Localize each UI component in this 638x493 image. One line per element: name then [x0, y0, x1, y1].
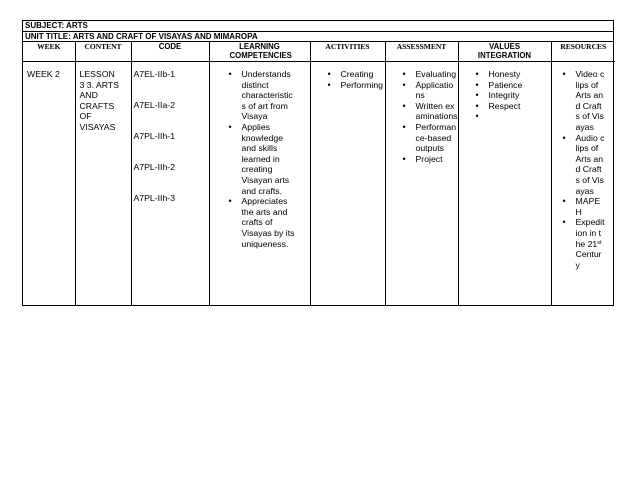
- code-item: A7PL-IIh-3: [133, 192, 176, 203]
- week-value: WEEK 2: [27, 69, 60, 79]
- col-header-content: CONTENT: [75, 42, 131, 62]
- list-item: [386, 122, 458, 154]
- column-header-row: [23, 42, 615, 62]
- col-header-activities: ACTIVITIES: [310, 42, 385, 62]
- list-item: • Performing: [311, 80, 385, 91]
- code-item: A7PL-IIh-1: [133, 130, 176, 141]
- col-header-learning-competencies: [209, 42, 310, 62]
- subject-header: SUBJECT: ARTS: [23, 21, 613, 32]
- list-item: • Honesty: [459, 69, 551, 80]
- resources-list: [552, 62, 616, 270]
- content-value: LESSON 3 3. ARTS AND CRAFTS OF VISAYAS: [79, 69, 119, 132]
- col-header-code: CODE: [131, 42, 209, 62]
- learning-competencies-label: LEARNING COMPETENCIES: [229, 42, 292, 60]
- code-item: A7PL-IIh-2: [133, 161, 176, 172]
- resource-text: MAPEH: [575, 196, 601, 217]
- assessment-text: Project: [415, 153, 443, 164]
- learning-competencies-list: [210, 62, 310, 249]
- resource-text: [576, 217, 606, 270]
- assessment-list: [386, 62, 458, 164]
- col-header-resources: RESOURCES: [551, 42, 615, 62]
- unit-title-header: UNIT TITLE: ARTS AND CRAFT OF VISAYAS AND MIMAROPA: [23, 32, 613, 42]
- col-header-week: WEEK: [23, 42, 75, 62]
- assessment-text: Written examinations: [415, 100, 458, 122]
- list-item: [386, 80, 458, 101]
- col-header-values-integration: [458, 42, 551, 62]
- assessment-text: Evaluating: [415, 69, 457, 79]
- list-item: [386, 154, 458, 165]
- list-item: • Creating: [311, 69, 385, 80]
- curriculum-map: [22, 20, 614, 306]
- competency-text: Applies knowledge and skills learned in creating Visayan arts and crafts.: [241, 121, 290, 196]
- assessment-text: Applications: [415, 79, 454, 101]
- list-item: [552, 69, 616, 133]
- competency-text: Appreciates the arts and crafts of Visayas by its uniqueness.: [241, 196, 295, 249]
- code-item: A7EL-IIb-1: [133, 69, 176, 79]
- values-cell: [458, 62, 551, 306]
- list-item: [552, 196, 616, 217]
- list-item: [386, 101, 458, 122]
- code-cell: [131, 62, 209, 306]
- list-item: • Respect: [459, 101, 551, 112]
- list-item: [386, 69, 458, 80]
- list-item: [210, 69, 310, 122]
- values-integration-label: VALUES INTEGRATION: [477, 42, 532, 60]
- list-item: [210, 122, 310, 196]
- list-item: • Patience: [459, 80, 551, 91]
- list-item: [552, 217, 616, 270]
- table-row: [23, 62, 615, 306]
- values-list: [459, 62, 551, 122]
- list-item: [552, 133, 616, 197]
- list-item: [459, 111, 551, 122]
- content-cell: [75, 62, 131, 306]
- resource-text: Audio clips of Arts and Crafts of Visayas: [575, 132, 605, 196]
- week-cell: [23, 62, 75, 306]
- expedition-text: Expedition in the 21: [575, 217, 605, 249]
- code-item: A7EL-IIa-2: [133, 99, 176, 110]
- resource-text: Video clips of Arts and Crafts of Visayas: [575, 69, 605, 132]
- resources-cell: [551, 62, 615, 306]
- competency-text: Understands distinct characteristic s of art from Visaya: [241, 69, 293, 122]
- list-item: [210, 196, 310, 249]
- curriculum-table: [23, 42, 615, 305]
- activities-list: [311, 62, 385, 90]
- assessment-text: Performance-based outputs: [415, 121, 457, 154]
- activities-cell: [310, 62, 385, 306]
- assessment-cell: [385, 62, 458, 306]
- col-header-assessment: ASSESSMENT: [385, 42, 458, 62]
- expedition-superscript: st: [597, 239, 602, 246]
- learning-competencies-cell: [209, 62, 310, 306]
- list-item: • Integrity: [459, 90, 551, 101]
- expedition-tail: Century: [575, 249, 602, 270]
